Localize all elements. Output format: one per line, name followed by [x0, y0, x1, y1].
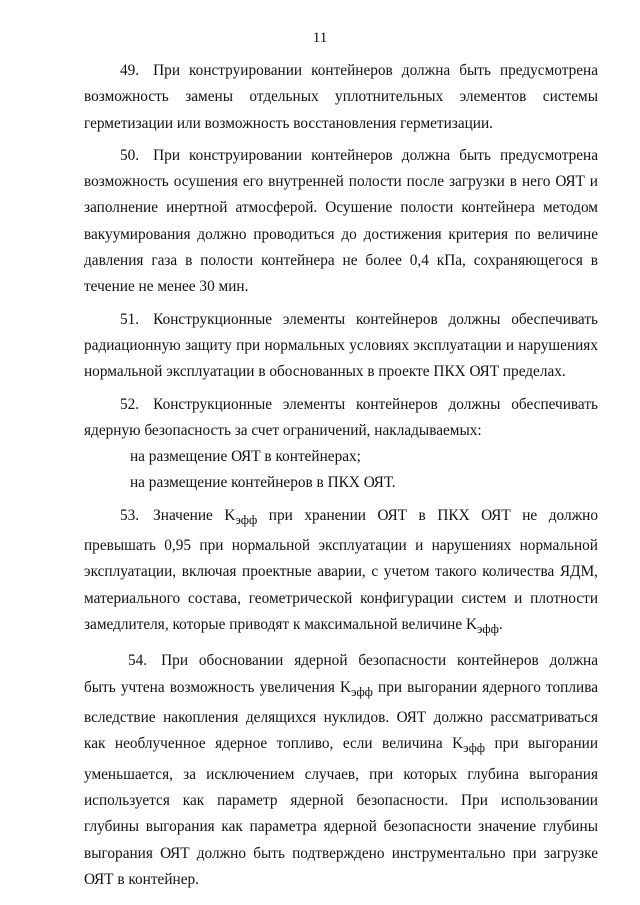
- paragraph-number: 49.: [120, 62, 140, 79]
- document-body: [84, 58, 598, 899]
- k-eff-subscript: эфф: [463, 741, 486, 756]
- paragraph-text: При обосновании ядерной безопасности контейнеров должна быть учтена возможность увеличения K: [84, 652, 598, 696]
- paragraph-number: 52.: [120, 395, 140, 413]
- paragraph-51: [84, 307, 598, 386]
- paragraph-text: при выгорании уменьшается, за исключением случаев, при которых глубина выгорания используется как параметр ядерной безопасности. При использовании глубины выгорания как параметра ядерной безопасности значение глубины выгорания ОЯТ должно быть подтверждено инструментально при загрузке ОЯТ в контейнер.: [84, 735, 599, 888]
- paragraph-text: при хранении ОЯТ в ПКХ ОЯТ не должно превышать 0,95 при нормальной эксплуатации и нарушениях нормальной эксплуатации, включая проектные аварии, с учетом такого количества ЯДМ, материального состава, геометрической конфигурации систем и плотности замедлителя, которые приводят к максимальной величине K: [84, 506, 598, 633]
- paragraph-text: При конструировании контейнеров должна быть предусмотрена возможность осушения его внутренней полости после загрузки в него ОЯТ и заполнение инертной атмосферой. Осушение полости контейнера методом вакуумирования должно проводиться до достижения критерия по величине давления газа в полости контейнера не более 0,4 кПа, сохраняющегося в течение не менее 30 мин.: [84, 146, 598, 296]
- paragraph-54: [84, 648, 598, 893]
- list-item: на размещение ОЯТ в контейнерах;: [130, 448, 361, 466]
- paragraph-text: при выгорании ядерного топлива вследствие накопления делящихся нуклидов. ОЯТ должно рассматриваться как необлученное ядерное топливо, если величина K: [84, 678, 598, 753]
- paragraph-number: 54.: [128, 652, 148, 670]
- k-eff-subscript: эфф: [477, 622, 499, 637]
- paragraph-text: Конструкционные элементы контейнеров должны обеспечивать радиационную защиту при нормальных условиях эксплуатации и нарушениях нормальной эксплуатации в обоснованных в проекте ПКХ ОЯТ пределах.: [84, 310, 598, 381]
- k-eff-subscript: эфф: [235, 512, 258, 527]
- paragraph-text: .: [498, 615, 503, 633]
- paragraph-text: Конструкционные элементы контейнеров должны обеспечивать ядерную безопасность за счет ограничений, накладываемых:: [84, 395, 598, 439]
- paragraph-text: При конструировании контейнеров должна быть предусмотрена возможность замены отдельных уплотнительных элементов системы герметизации или возможность восстановления герметизации.: [84, 62, 598, 132]
- paragraph-number: 50.: [120, 146, 140, 164]
- paragraph-number: 51.: [120, 310, 140, 328]
- paragraph-52: [84, 392, 598, 445]
- page-number: 11: [312, 30, 328, 46]
- paragraph-text: Значение K: [153, 506, 236, 524]
- paragraph-number: 53.: [120, 506, 140, 524]
- paragraph-53: [84, 503, 598, 643]
- paragraph-50: [84, 143, 598, 301]
- paragraph-49: [84, 58, 598, 137]
- k-eff-subscript: эфф: [351, 684, 373, 699]
- list-item: на размещение контейнеров в ПКХ ОЯТ.: [130, 474, 396, 492]
